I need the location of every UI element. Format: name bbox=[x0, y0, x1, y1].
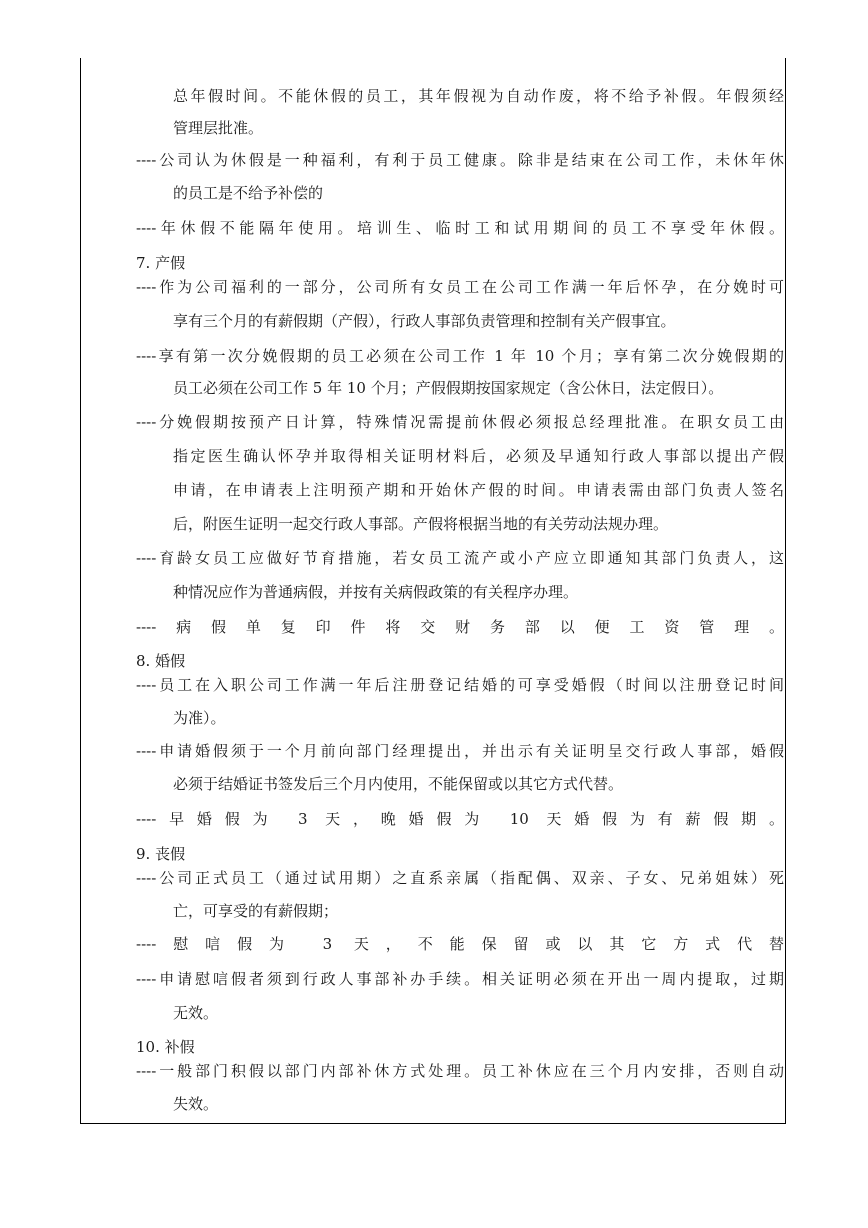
text-line: ----申请婚假须于一个月前向部门经理提出，并出示有关证明呈交行政人事部，婚假 bbox=[136, 742, 784, 760]
text-line: ----作为公司福利的一部分，公司所有女员工在公司工作满一年后怀孕，在分娩时可 bbox=[136, 278, 784, 296]
text-line: 亡，可享受的有薪假期； bbox=[173, 902, 339, 920]
text-line: ----育龄女员工应做好节育措施，若女员工流产或小产应立即通知其部门负责人，这 bbox=[136, 549, 784, 567]
text-line: ----申请慰唁假者须到行政人事部补办手续。相关证明必须在开出一周内提取，过期 bbox=[136, 970, 784, 988]
text-line: 后，附医生证明一起交行政人事部。产假将根据当地的有关劳动法规办理。 bbox=[173, 515, 669, 533]
text-line: ----享有第一次分娩假期的员工必须在公司工作 1 年 10 个月；享有第二次分娩假期的 bbox=[136, 347, 784, 365]
section-heading: 10. 补假 bbox=[136, 1038, 195, 1056]
text-line: ----年休假不能隔年使用。培训生、临时工和试用期间的员工不享受年休假。 bbox=[136, 219, 784, 237]
text-line: 种情况应作为普通病假，并按有关病假政策的有关程序办理。 bbox=[173, 583, 579, 601]
text-line: ----公司认为休假是一种福利，有利于员工健康。除非是结束在公司工作，未休年休 bbox=[136, 151, 784, 169]
section-heading: 7. 产假 bbox=[136, 254, 186, 272]
section-heading: 9. 丧假 bbox=[136, 845, 186, 863]
text-line: ----慰唁假为 3 天，不能保留或以其它方式代替 bbox=[136, 935, 784, 953]
text-line: 无效。 bbox=[173, 1004, 219, 1022]
text-line: 申请，在申请表上注明预产期和开始休产假的时间。申请表需由部门负责人签名 bbox=[173, 481, 784, 499]
text-line: ----一般部门积假以部门内部补休方式处理。员工补休应在三个月内安排，否则自动 bbox=[136, 1062, 784, 1080]
text-line: 指定医生确认怀孕并取得相关证明材料后，必须及早通知行政人事部以提出产假 bbox=[173, 447, 784, 465]
text-line: ----病假单复印件将交财务部以便工资管理。 bbox=[136, 618, 784, 636]
text-line: 享有三个月的有薪假期（产假），行政人事部负责管理和控制有关产假事宜。 bbox=[173, 312, 676, 330]
text-line: ----分娩假期按预产日计算，特殊情况需提前休假必须报总经理批准。在职女员工由 bbox=[136, 413, 784, 431]
text-line: 总年假时间。不能休假的员工，其年假视为自动作废，将不给予补假。年假须经 bbox=[173, 87, 784, 105]
section-heading: 8. 婚假 bbox=[136, 652, 186, 670]
text-line: ----员工在入职公司工作满一年后注册登记结婚的可享受婚假（时间以注册登记时间 bbox=[136, 676, 784, 694]
text-line: ----早婚假为 3 天，晚婚假为 10 天婚假为有薪假期。 bbox=[136, 810, 784, 828]
text-line: ----公司正式员工（通过试用期）之直系亲属（指配偶、双亲、子女、兄弟姐妹）死 bbox=[136, 869, 784, 887]
text-line: 必须于结婚证书签发后三个月内使用，不能保留或以其它方式代替。 bbox=[173, 775, 624, 793]
text-line: 的员工是不给予补偿的 bbox=[173, 184, 324, 202]
text-line: 员工必须在公司工作 5 年 10 个月；产假假期按国家规定（含公休日，法定假日）。 bbox=[173, 379, 724, 397]
text-line: 管理层批准。 bbox=[173, 119, 264, 137]
text-line: 失效。 bbox=[173, 1095, 219, 1113]
text-line: 为准）。 bbox=[173, 709, 226, 727]
